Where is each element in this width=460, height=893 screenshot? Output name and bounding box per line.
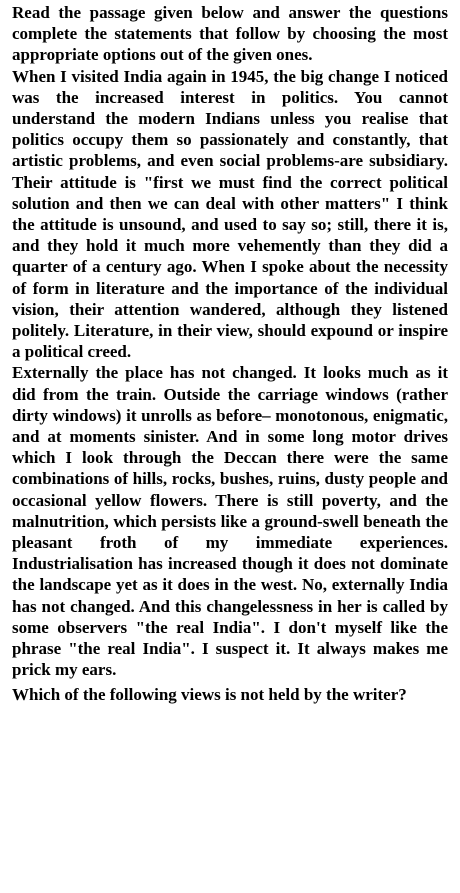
passage-paragraph-1: When I visited India again in 1945, the big change I noticed was the increased interest in politics. You cannot understand the modern Indians unless you realise that politics occupy them so passionately and constantly, that artistic problems, and even social problems-are subsidiary. Their attitude is "first we must find the correct political solution and then we can deal with other matters" I think the attitude is unsound, and used to say so; still, there it is, and they hold it much more vehemently than they did a quarter of a century ago. When I spoke about the necessity of form in literature and the importance of the individual vision, their attention wandered, although they listened politely. Literature, in their view, should expound or inspire a political creed. (12, 66, 448, 362)
instructions-text: Read the passage given below and answer the questions complete the statements that follow by choosing the most appropriate options out of the given ones. (12, 3, 448, 65)
passage-paragraph-2: Externally the place has not changed. It looks much as it did from the train. Outside the carriage windows (rather dirty windows) it unrolls as before– monotonous, enigmatic, and at moments sinister. And in some long motor drives which I look through the Deccan there were the same combinations of hills, rocks, bushes, ruins, dusty people and occasional yellow flowers. There is still poverty, and the malnutrition, which persists like a ground-swell beneath the pleasant froth of my immediate experiences. Industrialisation has increased though it does not dominate the landscape yet as it does in the west. No, externally India has not changed. And this changelessness in her is called by some observers "the real India". I don't myself like the phrase "the real India". I suspect it. It always makes me prick my ears. (12, 363, 448, 680)
question-text: Which of the following views is not held by the writer? (12, 684, 407, 704)
